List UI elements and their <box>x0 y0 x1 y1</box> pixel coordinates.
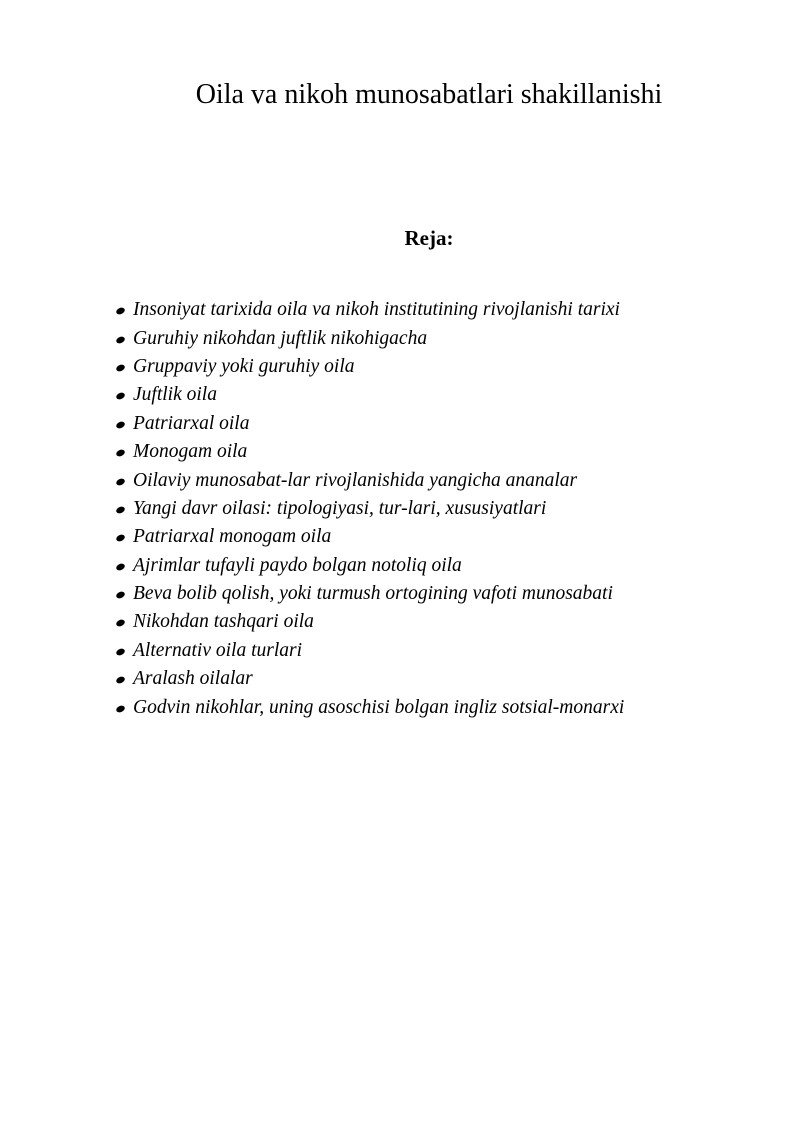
list-item <box>116 324 624 352</box>
list-item-text: Aralash oilalar <box>133 668 253 690</box>
list-item-text: Guruhiy nikohdan juftlik nikohigacha <box>133 327 428 349</box>
bullet-icon <box>115 477 126 486</box>
list-item <box>116 523 624 551</box>
list-item <box>116 353 624 381</box>
bullet-icon <box>115 505 126 514</box>
list-item-text: Godvin nikohlar, uning asoschisi bolgan ingliz sotsial-monarxi <box>133 696 625 718</box>
list-item-text: Beva bolib qolish, yoki turmush ortogining vafoti munosabati <box>133 583 613 605</box>
plan-list <box>116 296 624 722</box>
list-item-text: Yangi davr oilasi: tipologiyasi, tur-lari, xususiyatlari <box>133 497 547 519</box>
list-item-text: Patriarxal oila <box>133 412 250 434</box>
bullet-icon <box>115 335 126 344</box>
list-item-text: Monogam oila <box>133 441 248 463</box>
bullet-icon <box>115 704 126 713</box>
list-item <box>116 466 624 494</box>
list-item-text: Alternativ oila turlari <box>133 639 302 661</box>
list-item <box>116 381 624 409</box>
plan-heading: Reja: <box>404 226 454 250</box>
bullet-icon <box>115 647 126 656</box>
list-item <box>116 296 624 324</box>
bullet-icon <box>115 590 126 599</box>
list-item <box>116 637 624 665</box>
bullet-icon <box>115 676 126 685</box>
list-item-text: Gruppaviy yoki guruhiy oila <box>133 355 355 377</box>
list-item <box>116 608 624 636</box>
bullet-icon <box>115 307 126 316</box>
list-item-text: Nikohdan tashqari oila <box>133 611 314 633</box>
bullet-icon <box>115 420 126 429</box>
list-item <box>116 665 624 693</box>
bullet-icon <box>115 619 126 628</box>
list-item <box>116 410 624 438</box>
bullet-icon <box>115 562 126 571</box>
bullet-icon <box>115 534 126 543</box>
list-item <box>116 495 624 523</box>
list-item-text: Insoniyat tarixida oila va nikoh institutining rivojlanishi tarixi <box>133 299 620 321</box>
page-title: Oila va nikoh munosabatlari shakillanishi <box>195 79 663 110</box>
bullet-icon <box>115 449 126 458</box>
list-item-text: Oilaviy munosabat-lar rivojlanishida yangicha ananalar <box>133 469 578 491</box>
list-item <box>116 438 624 466</box>
list-item-text: Ajrimlar tufayli paydo bolgan notoliq oila <box>133 554 462 576</box>
list-item <box>116 580 624 608</box>
bullet-icon <box>115 363 126 372</box>
list-item-text: Juftlik oila <box>133 384 217 406</box>
bullet-icon <box>115 392 126 401</box>
list-item <box>116 552 624 580</box>
list-item-text: Patriarxal monogam oila <box>133 526 332 548</box>
list-item <box>116 693 624 721</box>
